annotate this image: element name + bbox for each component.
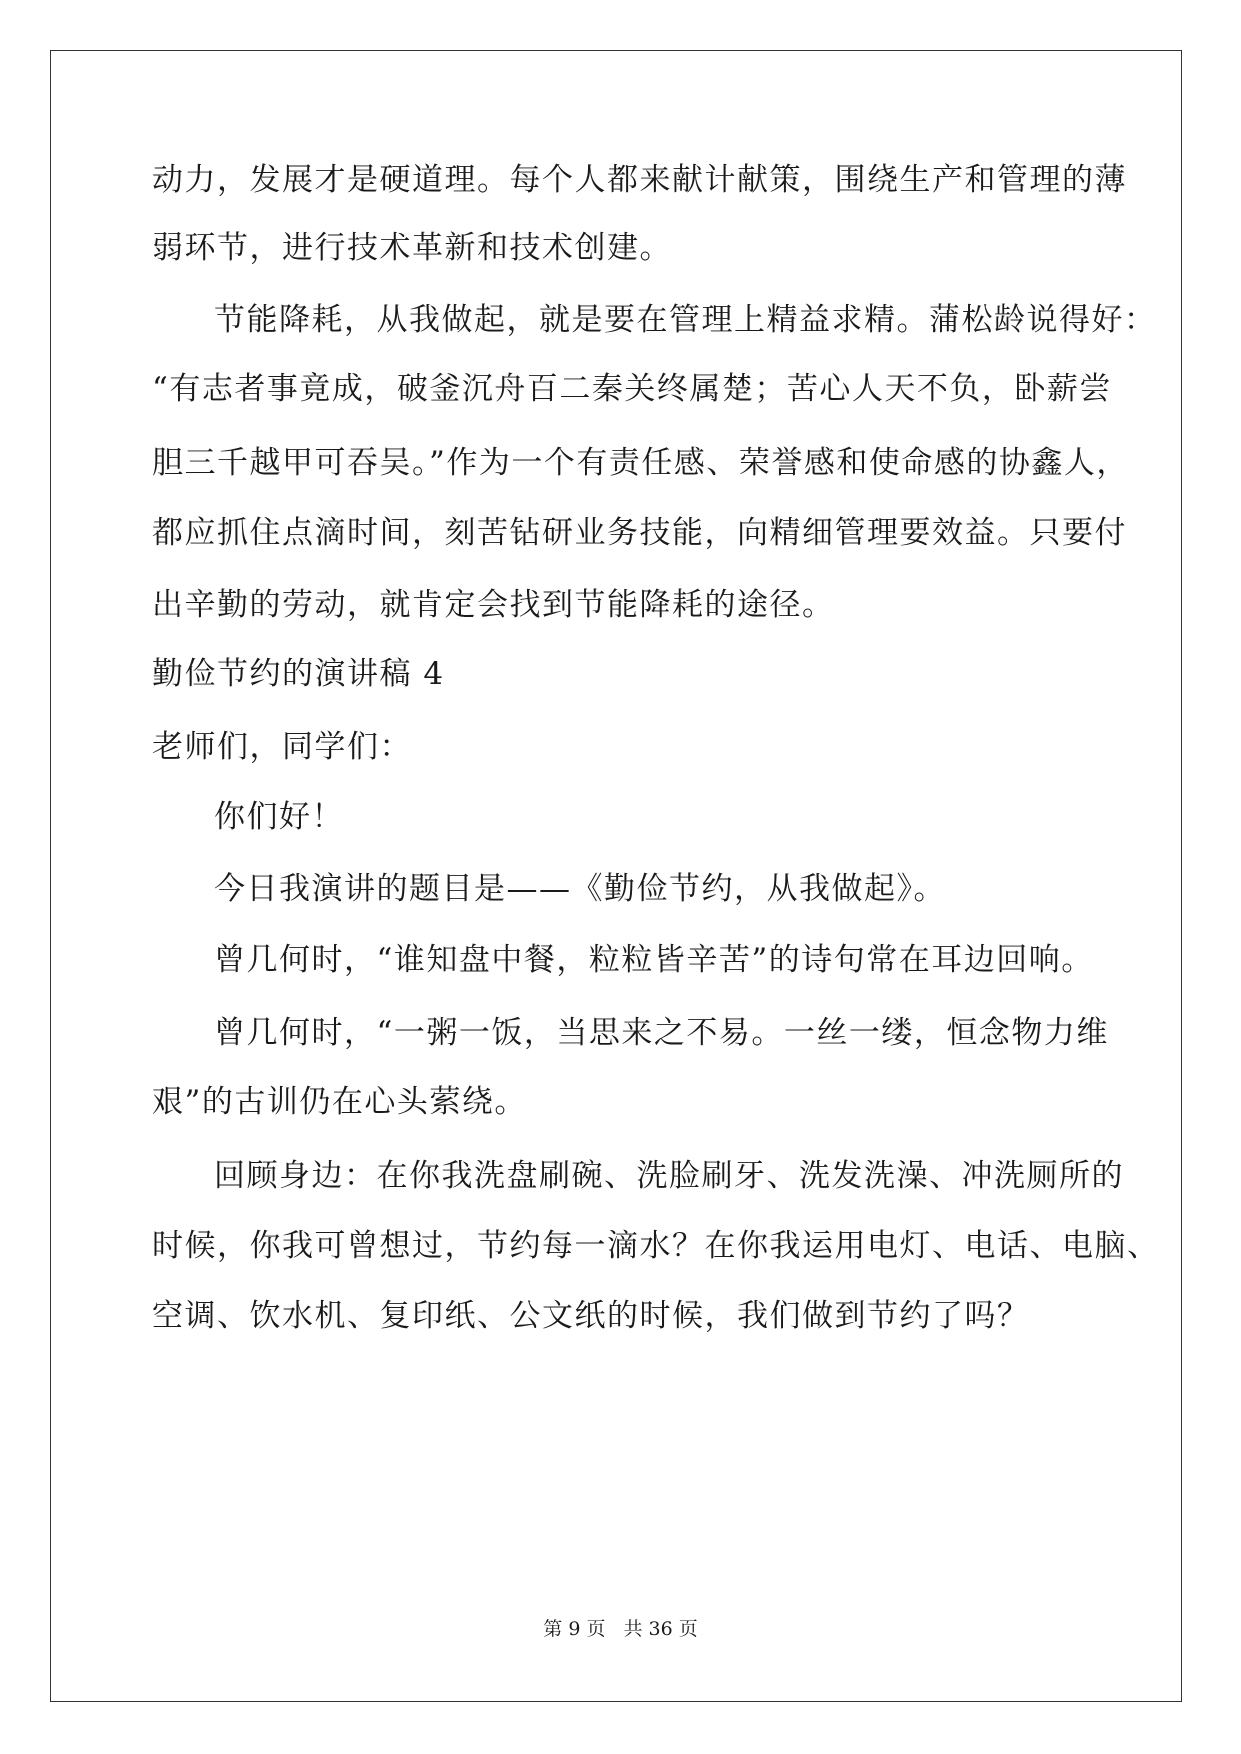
paragraph-line: 弱环节，进行技术革新和技术创建。 [152, 230, 672, 266]
paragraph-line: 时候，你我可曾想过，节约每一滴水？在你我运用电灯、电话、电脑、 [152, 1228, 1160, 1264]
paragraph-line: 艰”的古训仍在心头萦绕。 [152, 1084, 527, 1120]
page-total: 共 36 页 [623, 1618, 698, 1640]
section-heading: 勤俭节约的演讲稿 4 [152, 656, 445, 692]
paragraph-line: 胆三千越甲可吞吴。”作为一个有责任感、荣誉感和使命感的协鑫人， [152, 445, 1129, 481]
greeting: 你们好！ [214, 799, 344, 835]
paragraph-line: 回顾身边：在你我洗盘刷碗、洗脸刷牙、洗发洗澡、冲洗厕所的 [214, 1158, 1124, 1194]
paragraph-line: 节能降耗，从我做起，就是要在管理上精益求精。蒲松龄说得好： [214, 302, 1157, 338]
paragraph-line: 都应抓住点滴时间，刻苦钻研业务技能，向精细管理要效益。只要付 [152, 515, 1127, 551]
paragraph-line: 动力，发展才是硬道理。每个人都来献计献策，围绕生产和管理的薄 [152, 162, 1127, 198]
paragraph-line: “有志者事竟成，破釜沉舟百二秦关终属楚；苦心人天不负，卧薪尝 [152, 371, 1112, 407]
page-footer [0, 1617, 1241, 1641]
paragraph-line: 空调、饮水机、复印纸、公文纸的时候，我们做到节约了吗？ [152, 1298, 1030, 1334]
paragraph-line: 今日我演讲的题目是——《勤俭节约，从我做起》。 [214, 871, 946, 907]
paragraph-line: 曾几何时，“一粥一饭，当思来之不易。一丝一缕，恒念物力维 [214, 1015, 1109, 1051]
paragraph-line: 出辛勤的劳动，就肯定会找到节能降耗的途径。 [152, 587, 835, 623]
page-number: 第 9 页 [543, 1618, 606, 1640]
salutation: 老师们，同学们： [152, 729, 412, 765]
paragraph-line: 曾几何时，“谁知盘中餐，粒粒皆辛苦”的诗句常在耳边回响。 [214, 942, 1094, 978]
